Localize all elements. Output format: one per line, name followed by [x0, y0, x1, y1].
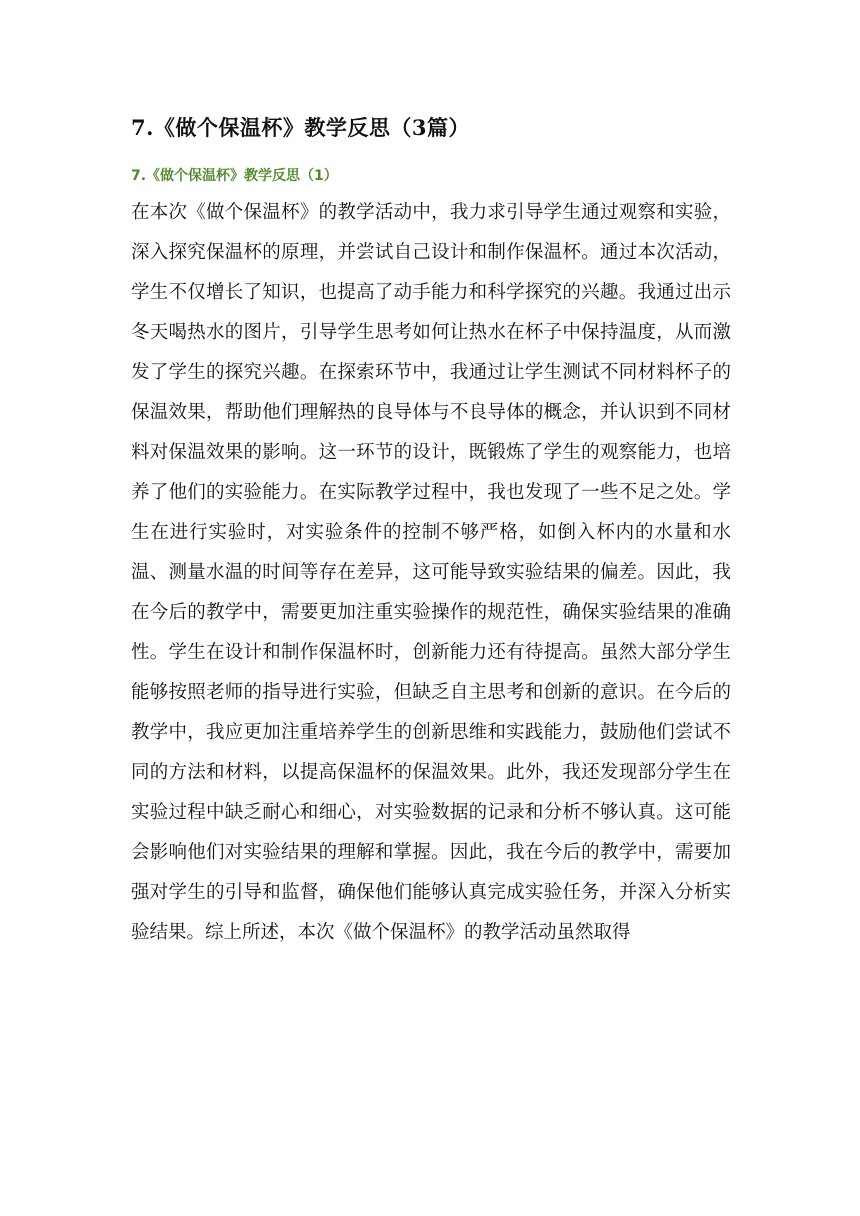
document-title: 7.《做个保温杯》教学反思（3篇）	[131, 115, 471, 140]
body-paragraph: 在本次《做个保温杯》的教学活动中，我力求引导学生通过观察和实验，深入探究保温杯的原理，并尝试自己设计和制作保温杯。通过本次活动，学生不仅增长了知识，也提高了动手能力和科学探究的兴趣。我通过出示冬天喝热水的图片，引导学生思考如何让热水在杯子中保持温度，从而激发了学生的探究兴趣。在探索环节中，我通过让学生测试不同材料杯子的保温效果，帮助他们理解热的良导体与不良导体的概念，并认识到不同材料对保温效果的影响。这一环节的设计，既锻炼了学生的观察能力，也培养了他们的实验能力。在实际教学过程中，我也发现了一些不足之处。学生在进行实验时，对实验条件的控制不够严格，如倒入杯内的水量和水温、测量水温的时间等存在差异，这可能导致实验结果的偏差。因此，我在今后的教学中，需要更加注重实验操作的规范性，确保实验结果的准确性。学生在设计和制作保温杯时，创新能力还有待提高。虽然大部分学生能够按照老师的指导进行实验，但缺乏自主思考和创新的意识。在今后的教学中，我应更加注重培养学生的创新思维和实践能力，鼓励他们尝试不同的方法和材料，以提高保温杯的保温效果。此外，我还发现部分学生在实验过程中缺乏耐心和细心，对实验数据的记录和分析不够认真。这可能会影响他们对实验结果的理解和掌握。因此，我在今后的教学中，需要加强对学生的引导和监督，确保他们能够认真完成实验任务，并深入分析实验结果。综上所述，本次《做个保温杯》的教学活动虽然取得	[131, 202, 731, 943]
section-heading: 7.《做个保温杯》教学反思（1）	[131, 168, 338, 184]
